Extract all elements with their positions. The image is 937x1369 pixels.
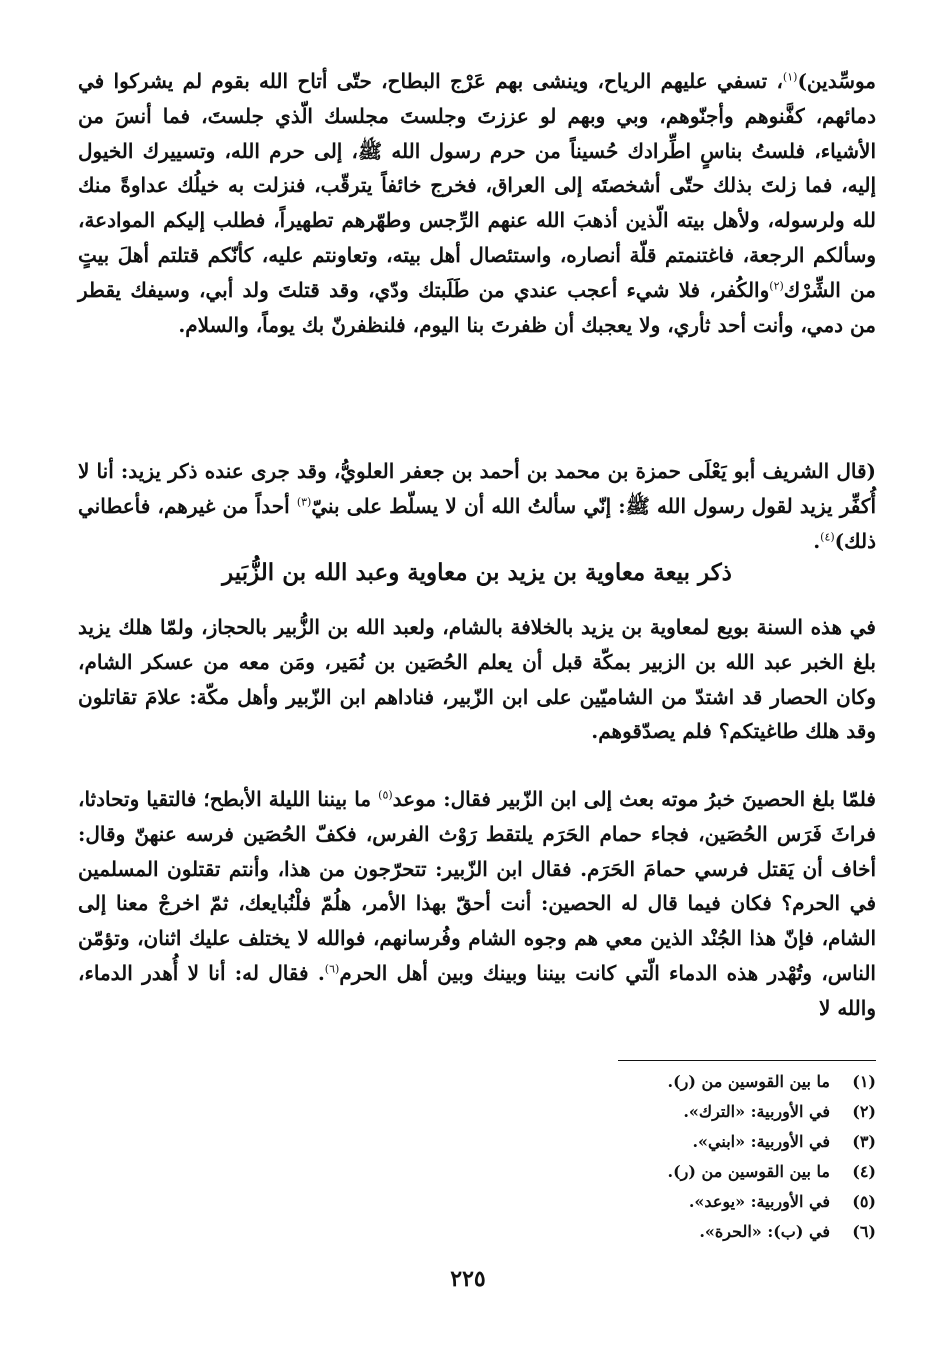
paragraph-1-part-1: موسِّدين) [797,69,876,93]
page-number: ٢٢٥ [450,1266,486,1292]
footnote-marker-5: (٥) [378,788,393,802]
paragraph-2 [78,454,876,558]
paragraph-4-part-3: . فقال له: أنا لا أُهدر الدماء، والله لا [78,960,876,1020]
footnotes [470,1067,876,1247]
footnote-text: في (ب): «الحرة». [699,1222,830,1241]
footnote-marker-6: (٦) [324,962,340,976]
footnote-item [470,1157,876,1187]
paragraph-3: في هذه السنة بويع لمعاوية بن يزيد بالخلافة بالشام، ولعبد الله بن الزُّبير بالحجاز، ولمّا هلك يزيد بلغ الخبر عبد الله بن الزبير بمكّة قبل أن يعلم الحُصَين بن نُمَير، ومَن معه من عسكر الشام، وكان الحصار قد اشتدّ من الشاميّين على ابن الزّبير، فناداهم ابن الزّبير وأهل مكّة: علامَ تقاتلون وقد هلك طاغيتكم؟ فلم يصدّقوهم. [78,615,876,744]
paragraph-husayn-meeting [78,782,876,1026]
section-heading: ذكر بيعة معاوية بن يزيد بن معاوية وعبد الله بن الزُّبَير [222,559,732,586]
paragraph-4 [78,782,876,1026]
footnote-text: في الأوربية: «الترك». [683,1102,830,1121]
footnote-item [470,1067,876,1097]
footnote-number: (٣) [852,1132,876,1151]
footnote-marker-3: (٣) [296,495,312,509]
footnote-item [470,1187,876,1217]
paragraph-2-part-2: أحداً من غيرهم، فأعطاني ذلك) [78,493,876,553]
paragraph-2-part-1: (قال الشريف أبو يَعْلَى حمزة بن محمد بن أحمد بن جعفر العلويُّ، وقد جرى عنده ذكر يزيد: أنا لا أُكفِّر يزيد لقول رسول الله ﷺ: إنّي سألتُ الله أن لا يسلّط على بنيّ [78,459,876,518]
footnote-marker-2: (٢) [769,279,784,293]
footnote-item [470,1127,876,1157]
paragraph-1-part-2: ، تسفي عليهم الرياح، وينشى بهم عَرْج البطاح، حتّى أتاح الله بقوم لم يشركوا في دمائهم، كفَّنوهم وأجنّوهم، وبي وبهم لو عززتَ وجلستَ مجلسك الّذي جلستَ، فما أنسَ من الأشياء، فلستُ بناسٍ اطِّرادك حُسيناً من حرم رسول الله ﷺ، إلى حرم الله، وتسييرك الخيول إليه، فما زلتَ بذلك حتّى أشخصتَه إلى العراق، فخرج خائفاً يترقّب، فنزلت به خيلُك عداوةً منك لله ولرسوله، ولأهل بيته الّذين أذهبَ الله عنهم الرِّجس وطهّرهم تطهيراً، فطلب إليكم الموادعة، وسألكم الرجعة، فاغتنمتم قلّة أنصاره، واستئصال أهل بيته، وتعاونتم عليه، كأنّكم قتلتم أهلَ بيتٍ من الشِّرْك [78,69,876,302]
footnote-marker-1: (١) [782,70,798,84]
paragraph-4-part-2: ما بيننا الليلة الأبطح؛ فالتقيا وتحادثا، فراثَ فَرَس الحُصَين، فجاء حمام الحَرَم يلتقط رَوْث الفرس، فكفّ الحُصَين فرسه عنهنّ وقال: أخاف أن يَقتل فرسي حمامَ الحَرَم. فقال ابن الزّبير: تتحرّجون من هذا، وأنتم تقتلون المسلمين في الحرم؟ فكان فيما قال له الحصين: أنت أحقّ بهذا الأمر، هلُمّ فلْنُبايعك، ثمّ اخرجْ معنا إلى الشام، فإنّ هذا الجُنْد الذين معي هم وجوه الشام وفُرسانهم، فوالله لا يختلف عليك اثنان، وتؤمّن الناس، وتُهْدر هذه الدماء الّتي كانت بيننا وبينك وبين أهل الحرم [78,787,876,985]
footnote-text: ما بين القوسين من (ر). [667,1162,830,1181]
footnote-text: ما بين القوسين من (ر). [667,1072,830,1091]
paragraph-1 [78,64,876,342]
footnote-number: (٥) [852,1192,876,1211]
paragraph-1-part-3: والكُفر، فلا شيء أعجب عندي من طَلَبتك ودّي، وقد قتلتَ ولد أبي، وسيفك يقطر من دمي، وأنت أحد ثأري، ولا يعجبك أن ظفرتَ بنا اليوم، فلنظفرنّ بك يوماً، والسلام. [78,277,876,337]
footnote-text: في الأوربية: «ابني». [692,1132,830,1151]
footnote-marker-4: (٤) [820,529,835,543]
footnote-text: في الأوربية: «يوعد». [688,1192,830,1211]
paragraph-sharif [78,454,876,558]
footnote-divider [618,1060,876,1061]
footnote-number: (١) [852,1072,876,1091]
footnote-number: (٢) [852,1102,876,1121]
footnote-item [470,1217,876,1247]
footnote-number: (٤) [852,1162,876,1181]
paragraph-4-part-1: فلمّا بلغ الحصينَ خبرُ موته بعث إلى ابن الزّبير فقال: موعد [392,787,876,811]
footnote-number: (٦) [852,1222,876,1241]
footnote-item [470,1097,876,1127]
paragraph-letter [78,64,876,342]
paragraph-2-part-3: . [813,528,821,553]
paragraph-bayah [78,610,876,749]
